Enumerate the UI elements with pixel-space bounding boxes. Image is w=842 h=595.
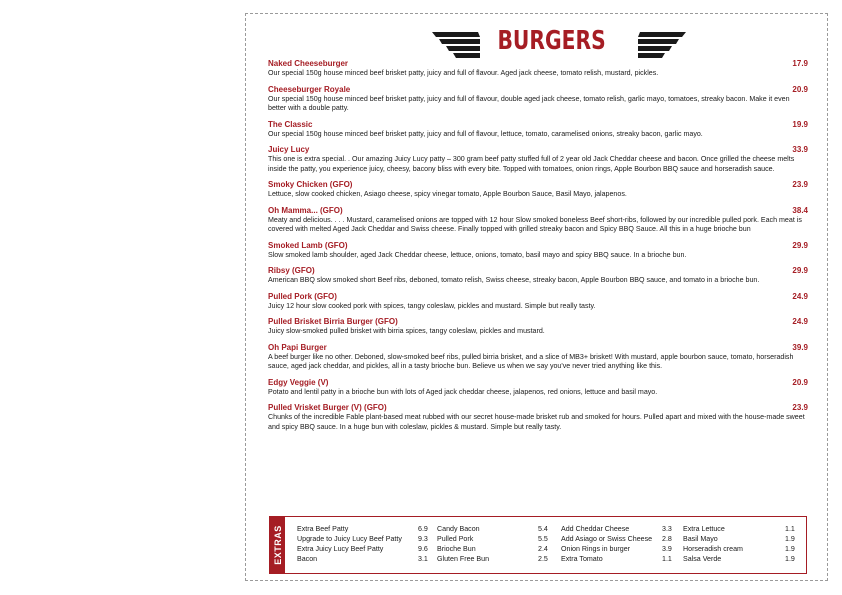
- item-price: 23.9: [792, 180, 808, 189]
- menu-item: [268, 266, 808, 286]
- item-description: Our special 150g house minced beef brisket patty, juicy and full of flavour, lettuce, tomato, caramelised onions, streaky bacon, garlic mayo.: [268, 129, 703, 138]
- menu-item: [268, 59, 808, 79]
- item-name: Pulled Vrisket Burger (V) (GFO): [268, 403, 387, 412]
- menu-item: [268, 343, 808, 372]
- extras-box: [269, 516, 807, 574]
- menu-item: [268, 145, 808, 174]
- extra-row: [437, 554, 552, 564]
- extra-price: 3.1: [418, 555, 428, 563]
- menu-item: [268, 317, 808, 337]
- extra-price: 1.9: [785, 545, 795, 553]
- item-price: 23.9: [792, 403, 808, 412]
- extra-row: [683, 534, 799, 544]
- extra-row: [561, 524, 676, 534]
- item-price: 19.9: [792, 119, 808, 129]
- item-price: 29.9: [792, 266, 808, 275]
- extra-name: Extra Tomato: [561, 555, 603, 563]
- menu-item: [268, 180, 808, 200]
- menu-item: [268, 206, 808, 235]
- extra-row: [297, 534, 432, 544]
- extras-column: [437, 524, 552, 564]
- wing-right-icon: [638, 32, 686, 58]
- item-description: Our special 150g house minced beef brisket patty, juicy and full of flavour. Aged jack cheese, tomato relish, mustard, pickles.: [268, 69, 659, 77]
- extra-name: Brioche Bun: [437, 545, 476, 553]
- extra-price: 5.4: [538, 525, 548, 533]
- extra-row: [561, 554, 676, 564]
- menu-items: [268, 59, 808, 438]
- extra-row: [561, 544, 676, 554]
- extra-row: [297, 554, 432, 564]
- extras-column: [683, 524, 799, 564]
- item-price: 17.9: [792, 59, 808, 68]
- item-description: This one is extra special. . Our amazing Juicy Lucy patty – 300 gram beef patty stuffed full of 2 year old Jack Cheddar cheese and bacon. Once grilled the cheese melts inside the patty, you experience juicy, cheesy, bacony bliss with every bite. Topped with tomatoes, onion rings, Apple Bourbon BBQ sauce and horseradish sauce.: [268, 155, 795, 173]
- item-name: Ribsy (GFO): [268, 266, 315, 275]
- extra-price: 2.4: [538, 545, 548, 553]
- item-price: 24.9: [792, 291, 808, 301]
- menu-page: [245, 13, 828, 581]
- page-title: BURGERS: [497, 26, 606, 56]
- extra-name: Add Asiago or Swiss Cheese: [561, 535, 653, 543]
- item-name: Oh Papi Burger: [268, 342, 327, 352]
- wing-left-icon: [432, 32, 480, 58]
- extra-price: 9.3: [418, 535, 428, 543]
- item-price: 24.9: [792, 317, 808, 326]
- item-description: Chunks of the incredible Fable plant-based meat rubbed with our secret house-made brisket rub and smoked for hours. Pulled apart and mixed with the house-made sweet and spicy BBQ sauce. In a huge bun with coleslaw, pickles & mustard. Simple but really tasty.: [268, 413, 805, 431]
- extra-name: Extra Juicy Lucy Beef Patty: [297, 545, 384, 553]
- menu-header: [246, 22, 827, 62]
- extra-name: Onion Rings in burger: [561, 545, 631, 553]
- item-price: 20.9: [792, 84, 808, 94]
- item-name: Smoked Lamb (GFO): [268, 240, 348, 250]
- item-description: Slow smoked lamb shoulder, aged Jack Cheddar cheese, lettuce, onions, tomato, basil mayo and spicy BBQ sauce. In a brioche bun.: [268, 250, 687, 259]
- item-price: 29.9: [792, 240, 808, 250]
- menu-item: [268, 403, 808, 432]
- extra-price: 3.9: [662, 545, 672, 553]
- item-description: Juicy 12 hour slow cooked pork with spices, tangy coleslaw, pickles and mustard. Simple but really tasty.: [268, 301, 596, 310]
- item-name: Pulled Brisket Birria Burger (GFO): [268, 317, 398, 326]
- extra-row: [437, 544, 552, 554]
- item-name: Juicy Lucy: [268, 145, 310, 154]
- extra-row: [297, 544, 432, 554]
- item-price: 33.9: [792, 145, 808, 154]
- item-description: Potato and lentil patty in a brioche bun with lots of Aged jack cheddar cheese, jalapenos, red onions, lettuce and basil mayo.: [268, 387, 658, 396]
- item-price: 38.4: [792, 205, 808, 215]
- extras-column: [297, 524, 432, 564]
- item-name: The Classic: [268, 119, 313, 129]
- extra-price: 9.6: [418, 545, 428, 553]
- extra-name: Horseradish cream: [683, 545, 743, 553]
- extra-price: 5.5: [538, 535, 548, 543]
- item-name: Edgy Veggie (V): [268, 377, 329, 387]
- item-description: Lettuce, slow cooked chicken, Asiago cheese, spicy vinegar tomato, Apple Bourbon Sauce, Basil Mayo, jalapenos.: [268, 190, 627, 198]
- item-name: Naked Cheeseburger: [268, 59, 349, 68]
- extra-name: Add Cheddar Cheese: [561, 525, 630, 533]
- extra-name: Upgrade to Juicy Lucy Beef Patty: [297, 535, 402, 543]
- extra-name: Bacon: [297, 555, 318, 563]
- menu-item: [268, 292, 808, 312]
- menu-item: [268, 241, 808, 261]
- item-name: Oh Mamma... (GFO): [268, 205, 343, 215]
- item-name: Pulled Pork (GFO): [268, 291, 337, 301]
- item-price: 39.9: [792, 342, 808, 352]
- extra-name: Extra Lettuce: [683, 525, 725, 533]
- extra-price: 6.9: [418, 525, 428, 533]
- extra-price: 1.1: [785, 525, 795, 533]
- menu-item: [268, 120, 808, 140]
- extra-row: [561, 534, 676, 544]
- extra-row: [683, 524, 799, 534]
- extra-row: [437, 524, 552, 534]
- item-description: American BBQ slow smoked short Beef ribs, deboned, tomato relish, Swiss cheese, streaky bacon, Apple Bourbon BBQ sauce, and tomato in a brioche bun.: [268, 276, 760, 284]
- menu-item: [268, 378, 808, 398]
- extra-price: 2.5: [538, 555, 548, 563]
- extra-price: 1.9: [785, 535, 795, 543]
- extra-row: [683, 544, 799, 554]
- menu-item: [268, 85, 808, 114]
- item-description: Juicy slow-smoked pulled brisket with birria spices, tangy coleslaw, pickles and mustard.: [268, 327, 545, 335]
- extra-name: Gluten Free Bun: [437, 555, 490, 563]
- item-description: Meaty and delicious. . . . Mustard, caramelised onions are topped with 12 hour Slow smoked boneless Beef short-ribs, followed by our incredible pulled pork. Each meat is covered with melted Aged Jack Cheddar and Swiss cheese. Finally topped with grilled streaky bacon and Spicy BBQ Sauce. All this in a huge brioche bun: [268, 215, 802, 233]
- extra-row: [683, 554, 799, 564]
- extras-label: EXTRAS: [272, 525, 283, 565]
- extra-row: [437, 534, 552, 544]
- extra-price: 3.3: [662, 525, 672, 533]
- extra-name: Salsa Verde: [683, 555, 722, 563]
- extra-name: Candy Bacon: [437, 525, 480, 533]
- extra-row: [297, 524, 432, 534]
- extras-column: [561, 524, 676, 564]
- extra-name: Extra Beef Patty: [297, 525, 349, 533]
- extra-name: Basil Mayo: [683, 535, 718, 543]
- extra-name: Pulled Pork: [437, 535, 474, 543]
- extra-price: 2.8: [662, 535, 672, 543]
- item-description: Our special 150g house minced beef brisket patty, juicy and full of flavour, double aged jack cheese, tomato relish, garlic mayo, tomatoes, streaky bacon. Make it even better with a double patty.: [268, 94, 790, 112]
- item-price: 20.9: [792, 377, 808, 387]
- extras-label-band: [270, 517, 285, 573]
- item-description: A beef burger like no other. Deboned, slow-smoked beef ribs, pulled birria brisket, and a slice of MB3+ brisket! With mustard, apple bourbon sauce, tomato, horseradish sauce, aged jack cheddar, and pickles, all in a tasty brioche bun. Believe us when we say you've never tried anything like this.: [268, 352, 794, 370]
- extra-price: 1.1: [662, 555, 672, 563]
- extra-price: 1.9: [785, 555, 795, 563]
- item-name: Cheeseburger Royale: [268, 84, 351, 94]
- item-name: Smoky Chicken (GFO): [268, 180, 353, 189]
